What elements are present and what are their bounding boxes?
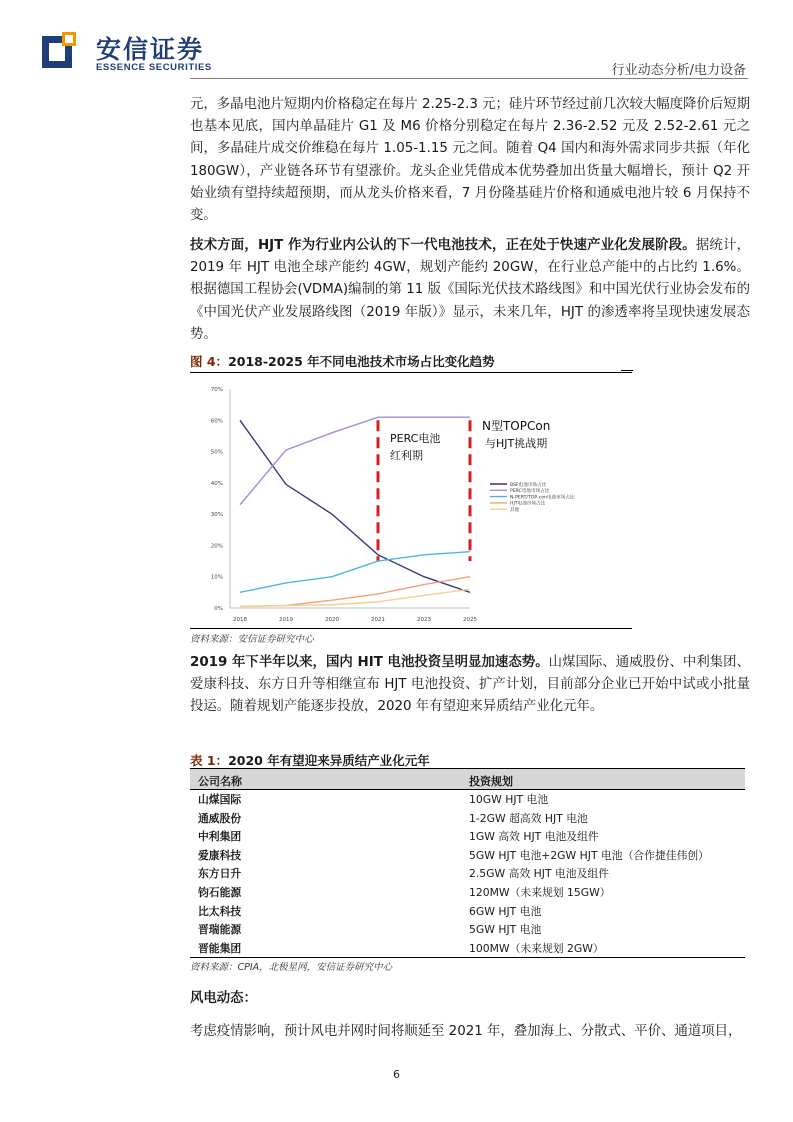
table-title: 2020 年有望迎来异质结产业化元年 [228,753,430,768]
y-tick-label: 30% [210,512,223,519]
y-tick-label: 20% [210,543,223,550]
table-row [190,846,745,865]
figure-bottom-rule [190,628,632,629]
table-row [190,864,745,883]
header-divider [190,78,748,79]
figure-top-rule-tail [621,370,633,371]
paragraph-hjt-body: 据统计，2019 年 HJT 电池全球产能约 4GW，规划产能约 20GW，在行业总产能中的占比约 1.6%。根据德国工程协会(VDMA)编制的第 11 版《国际光伏技术路线图》和中国光伏行业协会发布的《中国光伏产业发展路线图（2019 年版）》显示，未来几年，HJT 的渗透率将呈现快速发展态势。 [190,238,751,342]
wind-section-title: 风电动态： [190,991,257,1006]
cell-plan: 5GW HJT 电池 [469,923,542,937]
chart-svg [190,375,632,627]
annotation-perc-line2: 红利期 [390,449,423,462]
annotation-perc-line1: PERC电池 [390,432,441,445]
legend-label: 其他 [510,508,520,513]
series-line [240,552,470,593]
paragraph-hjt-tech [190,235,750,346]
table-row [190,790,745,809]
cell-company: 钧石能源 [198,885,242,899]
table-row [190,902,745,921]
cell-plan: 2.5GW 高效 HJT 电池及组件 [469,867,609,881]
paragraph-hit-lead: 2019 年下半年以来，国内 HIT 电池投资呈明显加速态势。 [190,655,549,670]
table-source: 资料来源：CPIA，北极星网，安信证券研究中心 [190,962,393,973]
figure-label: 图 4： [190,354,229,369]
x-tick-label: 2019 [279,617,293,623]
legend-label: HJT电池市场占比 [510,501,546,507]
cell-plan: 120MW（未来规划 15GW） [469,885,611,899]
cell-company: 山煤国际 [198,793,242,806]
cell-company: 晋能集团 [198,941,242,955]
cell-plan: 6GW HJT 电池 [469,904,542,918]
cell-plan: 100MW（未来规划 2GW） [469,941,604,955]
series-line [240,420,470,592]
table-label: 表 1： [190,753,229,768]
x-tick-label: 2018 [233,617,247,623]
table-row [190,883,745,902]
x-tick-label: 2021 [371,617,385,623]
y-tick-label: 60% [210,418,223,425]
table-row [190,939,745,958]
cell-company: 通威股份 [198,811,242,825]
cell-company: 中利集团 [198,830,242,844]
logo-mark-icon [42,32,82,72]
cell-plan: 1GW 高效 HJT 电池及组件 [469,830,599,844]
investment-table [190,768,745,958]
cell-company: 晋瑞能源 [198,923,242,937]
x-tick-label: 2020 [325,617,339,623]
paragraph-wind: 考虑疫情影响，预计风电并网时间将顺延至 2021 年，叠加海上、分散式、平价、通道项目， [190,1024,742,1039]
company-name-en: ESSENCE SECURITIES [96,62,212,73]
figure-title: 2018-2025 年不同电池技术市场占比变化趋势 [228,354,495,369]
table-row [190,920,745,939]
report-section: 行业动态分析/电力设备 [611,63,746,78]
figure-source: 资料来源：安信证券研究中心 [190,634,314,645]
annotation-ntopcon-line1: N型TOPCon [482,419,551,433]
paragraph-hjt-lead: 技术方面，HJT 作为行业内公认的下一代电池技术，正在处于快速产业化发展阶段。 [190,238,696,253]
figure-caption [190,352,495,370]
cell-company: 东方日升 [198,867,242,881]
figure-top-rule [190,372,632,373]
header-plan: 投资规划 [469,775,513,788]
table-row [190,809,745,828]
legend-label: N-PERT/TOP-con电池市场占比 [510,495,575,501]
legend-label: PERC电池市场占比 [510,489,550,495]
cell-plan: 10GW HJT 电池 [469,793,549,806]
y-tick-label: 40% [210,480,223,487]
paragraph-hit-body: 山煤国际、通威股份、中利集团、爱康科技、东方日升等相继宣布 HJT 电池投资、扩产计划，目前部分企业已开始中试或小批量投运。随着规划产能逐步投放，2020 年有望迎来异质结产业化元年。 [190,655,750,715]
x-tick-label: 2025 [463,617,477,623]
y-tick-label: 10% [210,574,223,581]
cell-plan: 1-2GW 超高效 HJT 电池 [469,811,588,825]
legend-label: BSF电池市场占比 [510,482,547,488]
header-company: 公司名称 [198,775,242,788]
paragraph-hit-investment [190,652,750,719]
paragraph-price: 元，多晶电池片短期内价格稳定在每片 2.25-2.3 元；硅片环节经过前几次较大幅度降价后短期也基本见底，国内单晶硅片 G1 及 M6 价格分别稳定在每片 2.36-2.52 元及 2.52-2.61 元之间，多晶硅片成交价维稳在每片 1.05-1.15 元之间。随着 Q4 国内和海外需求同步共振（年化 180GW），产业链各环节有望涨价。龙头企业凭借成本优势叠加出货量大幅增长，预计 Q2 开始业绩有望持续超预期，而从龙头价格来看，7 月份隆基硅片价格和通威电池片较 6 月保持不变。 [190,97,750,224]
cell-company: 比太科技 [198,904,242,918]
table-row [190,827,745,846]
page-number: 6 [393,1068,400,1081]
company-name-cn: 安信证券 [96,35,205,64]
x-tick-label: 2023 [417,617,431,623]
series-line [240,417,470,505]
annotation-ntopcon-line2: 与HJT挑战期 [485,437,548,450]
y-tick-label: 70% [210,387,223,393]
series-line [240,589,470,606]
company-logo [42,26,242,76]
cell-plan: 5GW HJT 电池+2GW HJT 电池（合作捷佳伟创） [469,848,709,862]
line-chart [190,375,632,627]
cell-company: 爱康科技 [198,848,242,862]
table-header [190,768,745,790]
y-tick-label: 50% [210,449,223,456]
table-caption [190,751,430,769]
y-tick-label: 0% [214,606,223,612]
